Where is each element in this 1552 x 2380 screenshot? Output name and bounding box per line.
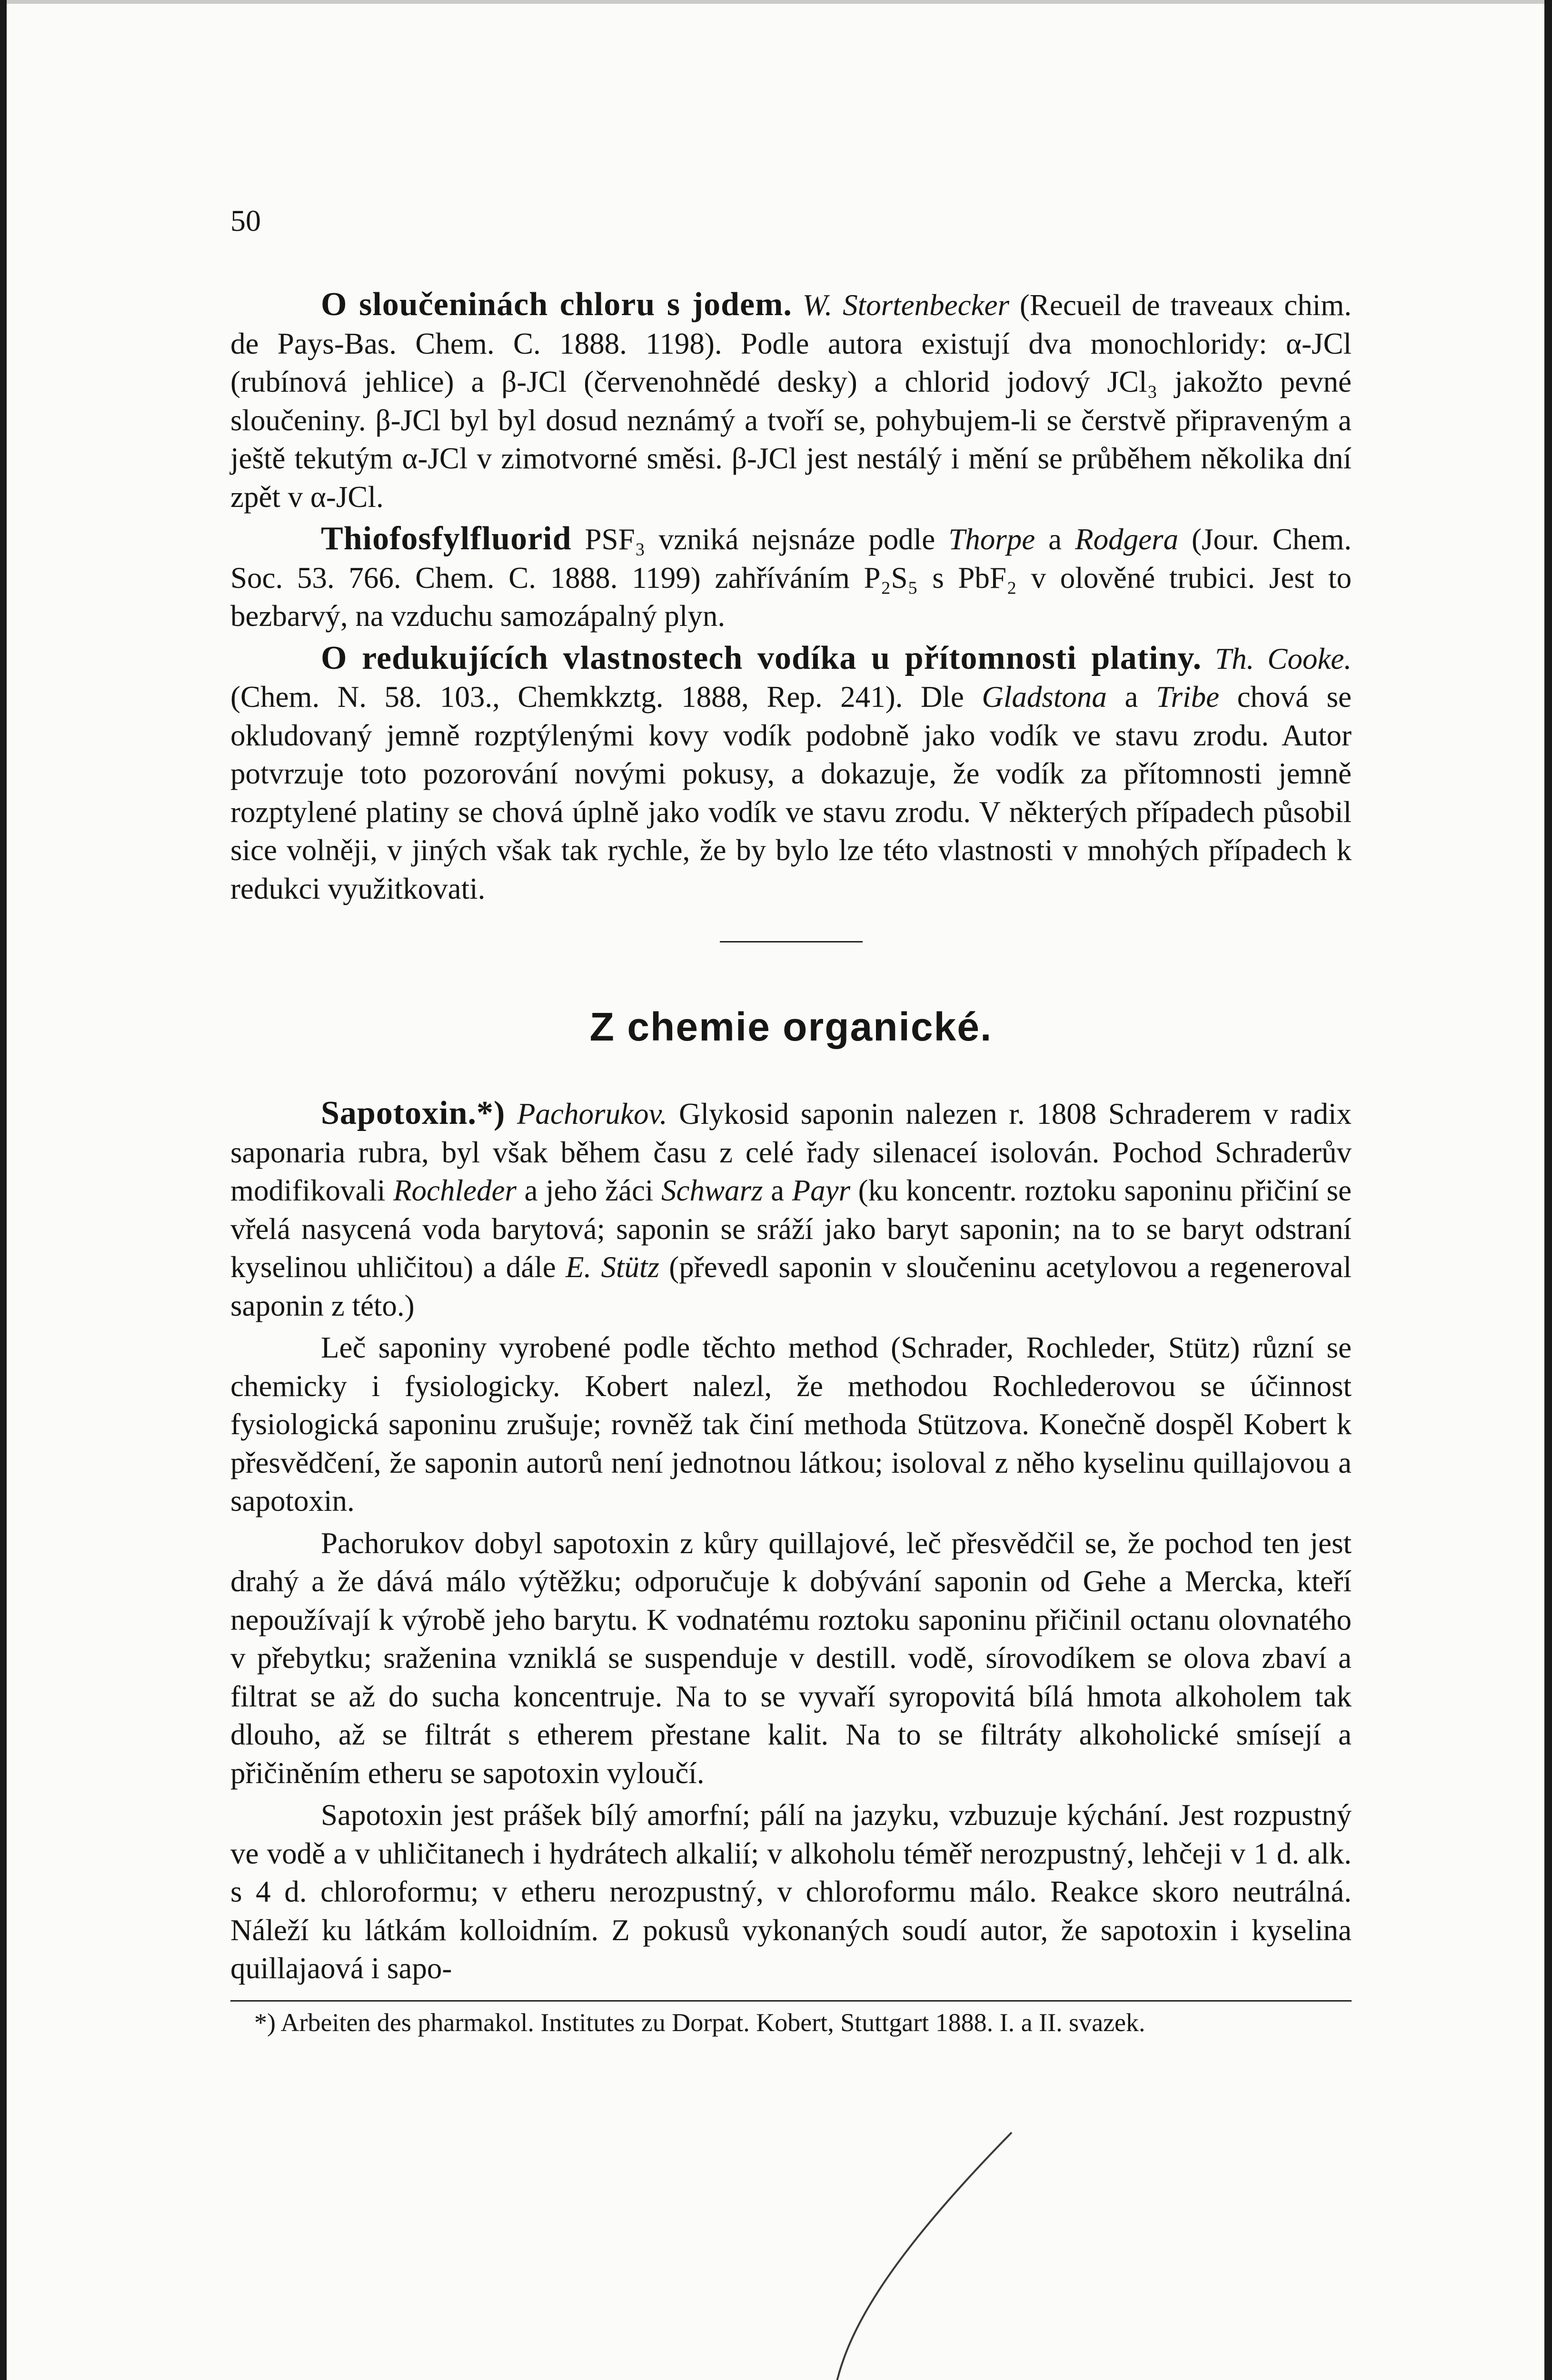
footnote [230, 2000, 1352, 2039]
paragraph-hydrogen-platinum [230, 639, 1352, 908]
name-gladstona: Gladstona [982, 680, 1107, 714]
text-sapotoxin-5: (převedl saponin v sloučeninu acetylovou a regeneroval saponin z této.) [230, 1250, 1352, 1322]
pencil-mark [828, 2128, 1019, 2380]
heading-sapotoxin: Sapotoxin.*) [321, 1095, 506, 1131]
heading-thiophosphoryl: Thiofosfylfluorid [321, 520, 572, 557]
paragraph-sapotoxin-properties: Sapotoxin jest prášek bílý amorfní; pálí na jazyku, vzbuzuje kýchání. Jest rozpustný ve vodě a v uhličitanech i hydrátech alkalií; v alkoholu téměř nerozpustný, lehčeji v 1 d. alk. s 4 d. chloroformu; v etheru nerozpustný, v chloroformu málo. Reakce skoro neutrálná. Náleží ku látkám kolloidním. Z pokusů vykonaných soudí autor, že sapotoxin i kyselina quillajaová i sapo- [230, 1798, 1352, 1985]
body-text [230, 286, 1352, 2039]
text-sapotoxin-2: a jeho žáci [516, 1174, 661, 1207]
name-tribe: Tribe [1155, 680, 1220, 714]
text-chlorine-iodine: (Recueil de traveaux chim. de Pays-Bas. Chem. C. 1888. 1198). Podle autora existují dva monochloridy: α-JCl (rubínová jehlice) a β-JCl (červenohnědé desky) a chlorid jodový JCl₃ jakožto pevné sloučeniny. β-JCl byl byl dosud neznámý a tvoří se, pohybujem-li se čerstvě připraveným a ještě tekutým α-JCl v zimotvorné směsi. β-JCl jest nestálý i mění se průběhem několika dní zpět v α-JCl. [230, 288, 1352, 514]
text-hydrogen-b: a [1106, 680, 1156, 714]
name-payr: Payr [792, 1174, 851, 1207]
text-sapotoxin-1: Glykosid saponin nalezen r. 1808 Schraderem v radix saponaria rubra, byl však během času z celé řady silenaceí isolován. Pochod Schraderův modifikovali [230, 1097, 1352, 1207]
paragraph-saponins: Leč saponiny vyrobené podle těchto method (Schrader, Rochleder, Stütz) různí se chemicky i fysiologicky. Kobert nalezl, že methodou Rochlederovou se účinnost fysiologická saponinu zrušuje; rovněž tak činí methoda Stützova. Konečně dospěl Kobert k přesvědčení, že saponin autorů není jednotnou látkou; isoloval z něho kyselinu quillajovou a sapotoxin. [230, 1331, 1352, 1517]
text-thiophosphoryl-c: (Jour. Chem. Soc. 53. 766. Chem. C. 1888. 1199) zahříváním P₂S₅ s PbF₂ v olověné trubici. Jest to bezbarvý, na vzduchu samozápalný plyn. [230, 523, 1352, 633]
paragraph-sapotoxin [230, 1094, 1352, 1325]
author-stortenbecker: W. Stortenbecker [802, 288, 1009, 322]
paragraph-thiophosphoryl [230, 520, 1352, 635]
text-hydrogen-a: (Chem. N. 58. 103., Chemkkztg. 1888, Rep. 241). Dle [230, 680, 982, 714]
heading-hydrogen-platinum: O redukujících vlastnostech vodíka u přítomnosti platiny. [321, 639, 1202, 676]
text-hydrogen-c: chová se okludovaný jemně rozptýlenými kovy vodík podobně jako vodík ve stavu zrodu. Autor potvrzuje toto pozorování novými pokusy, a dokazuje, že vodík za přítomnosti jemně rozptylené platiny se chová úplně jako vodík ve stavu zrodu. V některých případech působil sice volněji, v jiných však tak rychle, že by bylo lze této vlastnosti v mnohých případech k redukci využitkovati. [230, 680, 1352, 905]
author-pachorukov: Pachorukov. [517, 1097, 667, 1130]
name-schwarz: Schwarz [661, 1174, 763, 1207]
text-thiophosphoryl-a: PSF₃ vzniká nejsnáze podle [571, 523, 949, 556]
name-rochleder: Rochleder [393, 1174, 517, 1207]
section-separator [720, 941, 863, 942]
author-cooke: Th. Cooke. [1215, 642, 1352, 675]
section-title: Z chemie organické. [589, 1004, 993, 1049]
footnote-text: *) Arbeiten des pharmakol. Institutes zu Dorpat. Kobert, Stuttgart 1888. I. a II. svazek. [254, 2008, 1145, 2037]
text-sapotoxin-4: (ku koncentr. roztoku saponinu přičiní se vřelá nasycená voda barytová; saponin se sráží jako baryt saponin; na to se baryt odstraní kyselinou uhličitou) a dále [230, 1174, 1352, 1284]
paragraph-pachorukov-method: Pachorukov dobyl sapotoxin z kůry quillajové, leč přesvědčil se, že pochod ten jest drahý a že dává málo výtěžku; odporučuje k dobývání saponin od Gehe a Mercka, kteří nepoužívají k výrobě jeho barytu. K vodnatému roztoku saponinu přičinil octanu olovnatého v přebytku; sraženina vzniklá se suspenduje v destill. vodě, sírovodíkem se olova zbaví a filtrat se až do sucha koncentruje. Na to se vyvaří syropovitá bílá hmota alkoholem tak dlouho, až se filtrát s etherem přestane kalit. Na to se filtráty alkoholické smísejí a přičiněním etheru se sapotoxin vyloučí. [230, 1526, 1352, 1790]
scan-edge-left [0, 0, 7, 2380]
name-stutz: E. Stütz [565, 1250, 660, 1284]
text-sapotoxin-3: a [763, 1174, 792, 1207]
name-thorpe: Thorpe [948, 523, 1035, 556]
scan-edge-right [1544, 0, 1552, 2380]
name-rodgera: Rodgera [1075, 523, 1179, 556]
page-number: 50 [230, 204, 261, 238]
heading-chlorine-iodine: O sloučeninách chloru s jodem. [321, 286, 792, 323]
paragraph-chlorine-iodine [230, 286, 1352, 516]
text-thiophosphoryl-b: a [1035, 523, 1075, 556]
scan-edge-top [0, 0, 1552, 4]
